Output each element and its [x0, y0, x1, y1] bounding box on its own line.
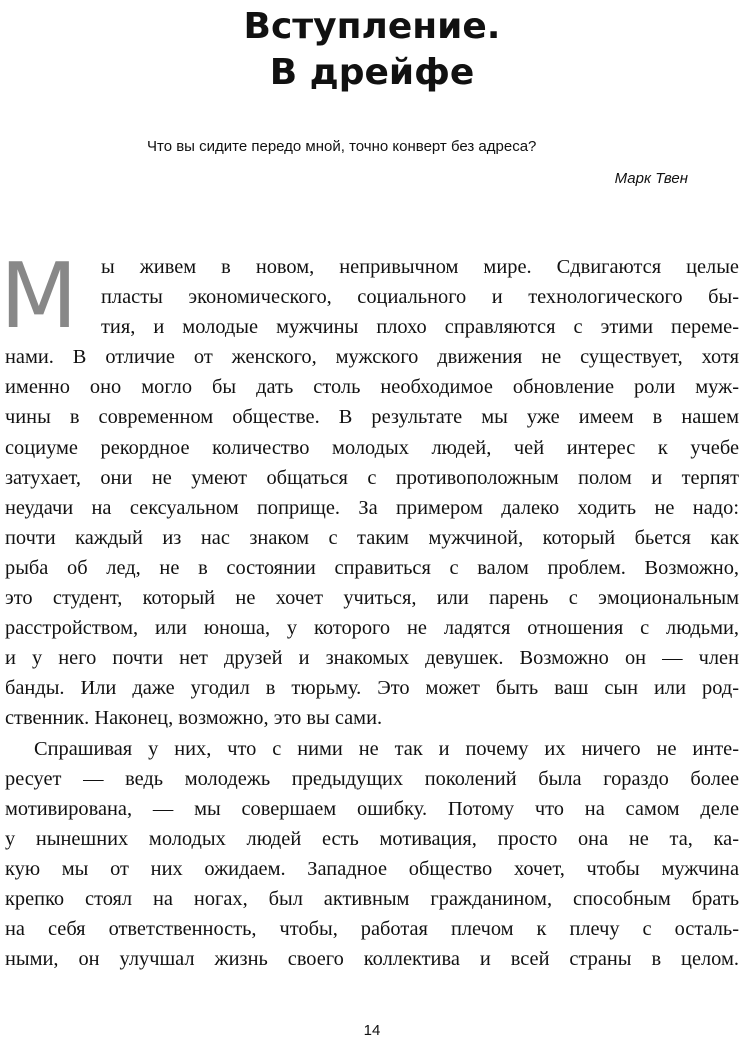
drop-cap-letter: М	[0, 244, 78, 349]
text-line: социуме рекордное количество молодых людей, чей интерес к учебе	[5, 436, 739, 459]
page-number: 14	[363, 1022, 381, 1039]
text-line: именно оно могло бы дать столь необходимое обновление роли муж-	[5, 376, 739, 399]
text-line: ы живем в новом, непривычном мире. Сдвигаются целые	[101, 256, 739, 278]
text-line: мотивирована, — мы совершаем ошибку. Потому что на самом деле	[5, 797, 739, 820]
text-line: тия, и молодые мужчины плохо справляются с этими переме-	[101, 316, 739, 339]
text-line: у нынешних молодых людей есть мотивация, просто она не та, ка-	[5, 827, 739, 850]
body-text	[5, 252, 739, 974]
paragraph-1	[5, 252, 739, 734]
text-line: рыба об лед, не в состоянии справиться с валом проблем. Возможно,	[5, 556, 739, 579]
chapter-title-line-1: Вступление.	[243, 6, 501, 47]
chapter-title-line-2: В дрейфе	[269, 52, 475, 93]
text-line: затухает, они не умеют общаться с противоположным полом и терпят	[5, 466, 739, 489]
text-line: Спрашивая у них, что с ними не так и почему их ничего не инте-	[34, 737, 739, 760]
chapter-title	[0, 4, 744, 96]
text-line: чины в современном обществе. В результате мы уже имеем в нашем	[5, 406, 739, 429]
text-line: это студент, который не хочет учиться, или парень с эмоциональным	[5, 587, 739, 610]
paragraph-2	[5, 734, 739, 975]
epigraph-author: Марк Твен	[614, 170, 688, 187]
text-line: ственник. Наконец, возможно, это вы сами.	[5, 707, 383, 730]
epigraph-quote: Что вы сидите передо мной, точно конверт без адреса?	[147, 138, 537, 155]
text-line: пласты экономического, социального и технологического бы-	[101, 286, 739, 309]
text-line: и у него почти нет друзей и знакомых девушек. Возможно он — член	[5, 647, 739, 670]
text-line: ресует — ведь молодежь предыдущих поколений была гораздо более	[5, 767, 739, 790]
text-line: на себя ответственность, чтобы, работая плечом к плечу с осталь-	[5, 918, 739, 941]
text-line: расстройством, или юноша, у которого не ладятся отношения с людьми,	[5, 617, 739, 640]
text-line: нами. В отличие от женского, мужского движения не существует, хотя	[5, 346, 739, 369]
text-line: ными, он улучшал жизнь своего коллектива и всей страны в целом.	[5, 948, 739, 971]
text-line: банды. Или даже угодил в тюрьму. Это может быть ваш сын или род-	[5, 677, 739, 700]
text-line: крепко стоял на ногах, был активным гражданином, способным брать	[5, 887, 739, 910]
text-line: кую мы от них ожидаем. Западное общество хочет, чтобы мужчина	[5, 857, 739, 880]
text-line: почти каждый из нас знаком с таким мужчиной, который бьется как	[5, 526, 739, 549]
text-line: неудачи на сексуальном поприще. За примером далеко ходить не надо:	[5, 496, 739, 519]
